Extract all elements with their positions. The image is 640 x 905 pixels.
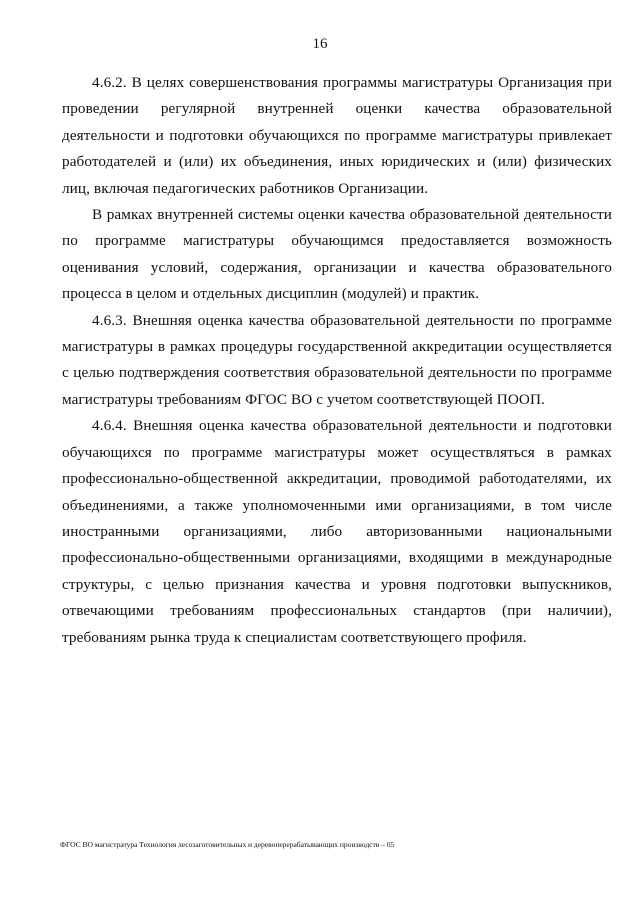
page-footer: ФГОС ВО магистратура Технология лесозаготовительных и деревоперерабатывающих производств – 05 xyxy=(60,840,395,849)
document-body xyxy=(62,70,612,651)
paragraph-4-6-4: 4.6.4. Внешняя оценка качества образовательной деятельности и подготовки обучающихся по программе магистратуры может осуществляться в рамках профессионально-общественной аккредитации, проводимой работодателями, их объединениями, а также уполномоченными ими организациями, в том числе иностранными организациями, либо авторизованными национальными профессионально-общественными организациями, входящими в международные структуры, с целью признания качества и уровня подготовки выпускников, отвечающими требованиям профессиональных стандартов (при наличии), требованиям рынка труда к специалистам соответствующего профиля. xyxy=(62,417,612,646)
paragraph-4-6-3: 4.6.3. Внешняя оценка качества образовательной деятельности по программе магистратуры в рамках процедуры государственной аккредитации осуществляется с целью подтверждения соответствия образовательной деятельности по программе магистратуры требованиям ФГОС ВО с учетом соответствующей ПООП. xyxy=(62,311,612,408)
paragraph-internal-assessment: В рамках внутренней системы оценки качества образовательной деятельности по программе магистратуры обучающимся предоставляется возможность оценивания условий, содержания, организации и качества образовательного процесса в целом и отдельных дисциплин (модулей) и практик. xyxy=(62,206,612,303)
paragraph-4-6-2: 4.6.2. В целях совершенствования программы магистратуры Организация при проведении регулярной внутренней оценки качества образовательной деятельности и подготовки обучающихся по программе магистратуры привлекает работодателей и (или) их объединения, иных юридических и (или) физических лиц, включая педагогических работников Организации. xyxy=(62,74,612,197)
page-number: 16 xyxy=(312,36,328,52)
